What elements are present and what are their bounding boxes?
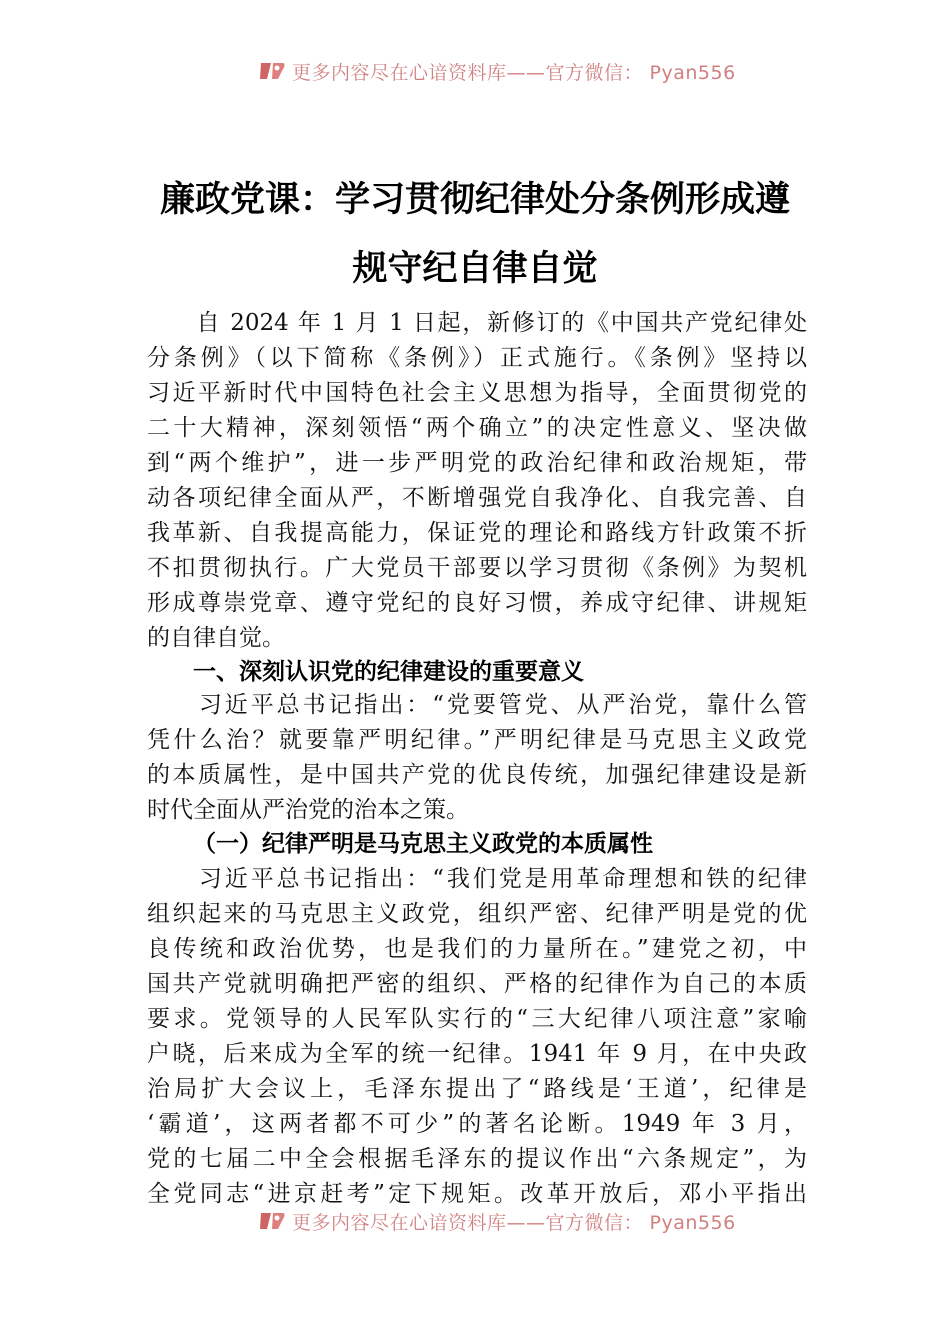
paragraph-line: 习近平新时代中国特色社会主义思想为指导，全面贯彻党的 bbox=[147, 380, 807, 406]
banner-text: 更多内容尽在心谙资料库——官方微信： Pyan556 bbox=[292, 61, 736, 84]
paragraph-line: 的本质属性，是中国共产党的优良传统，加强纪律建设是新 bbox=[147, 762, 807, 788]
logo-icon bbox=[258, 59, 286, 83]
subsection-heading: （一）纪律严明是马克思主义政党的本质属性 bbox=[193, 830, 653, 857]
paragraph-line: 自 2024 年 1 月 1 日起，新修订的《中国共产党纪律处 bbox=[147, 310, 807, 336]
paragraph-line: 分条例》（以下简称《条例》）正式施行。《条例》坚持以 bbox=[147, 345, 807, 371]
paragraph-line: 时代全面从严治党的治本之策。 bbox=[147, 797, 469, 823]
paragraph-line: 二十大精神，深刻领悟“两个确立”的决定性意义、坚决做 bbox=[147, 415, 807, 441]
section-heading: 一、深刻认识党的纪律建设的重要意义 bbox=[193, 659, 584, 685]
paragraph-line: 国共产党就明确把严密的组织、严格的纪律作为自己的本质 bbox=[147, 971, 807, 997]
paragraph-line: 组织起来的马克思主义政党，组织严密、纪律严明是党的优 bbox=[147, 901, 807, 927]
paragraph-line: 的自律自觉。 bbox=[147, 625, 285, 651]
paragraph-line: 我革新、自我提高能力，保证党的理论和路线方针政策不折 bbox=[147, 520, 807, 546]
paragraph-line: 良传统和政治优势，也是我们的力量所在。”建党之初，中 bbox=[147, 936, 807, 962]
paragraph-line: 党的七届二中全会根据毛泽东的提议作出“六条规定”，为 bbox=[147, 1146, 807, 1172]
paragraph-line: 习近平总书记指出：“我们党是用革命理想和铁的纪律 bbox=[147, 866, 807, 892]
paragraph-line: 凭什么治？就要靠严明纪律。”严明纪律是马克思主义政党 bbox=[147, 727, 807, 753]
paragraph-line: 不扣贯彻执行。广大党员干部要以学习贯彻《条例》为契机 bbox=[147, 555, 807, 581]
paragraph-line: 到“两个维护”，进一步严明党的政治纪律和政治规矩，带 bbox=[147, 450, 807, 476]
paragraph-line: 习近平总书记指出：“党要管党、从严治党，靠什么管 bbox=[147, 692, 807, 718]
footer-banner bbox=[258, 1204, 736, 1238]
paragraph-line: 形成尊崇党章、遵守党纪的良好习惯，养成守纪律、讲规矩 bbox=[147, 590, 807, 616]
paragraph-line: ‘霸道’，这两者都不可少”的著名论断。1949 年 3 月， bbox=[147, 1111, 807, 1137]
logo-icon bbox=[258, 1209, 286, 1233]
paragraph-line: 户晓，后来成为全军的统一纪律。1941 年 9 月，在中央政 bbox=[147, 1041, 807, 1067]
paragraph-line: 全党同志“进京赶考”定下规矩。改革开放后，邓小平指出 bbox=[147, 1181, 807, 1207]
paragraph-line: 动各项纪律全面从严，不断增强党自我净化、自我完善、自 bbox=[147, 485, 807, 511]
header-banner bbox=[258, 54, 736, 88]
document-title-line-2: 规守纪自律自觉 bbox=[352, 249, 598, 289]
paragraph-line: 要求。党领导的人民军队实行的“三大纪律八项注意”家喻 bbox=[147, 1006, 807, 1032]
banner-text: 更多内容尽在心谙资料库——官方微信： Pyan556 bbox=[292, 1211, 736, 1234]
document-title-line-1: 廉政党课：学习贯彻纪律处分条例形成遵 bbox=[159, 180, 790, 220]
paragraph-line: 治局扩大会议上，毛泽东提出了“路线是‘王道’，纪律是 bbox=[147, 1076, 807, 1102]
